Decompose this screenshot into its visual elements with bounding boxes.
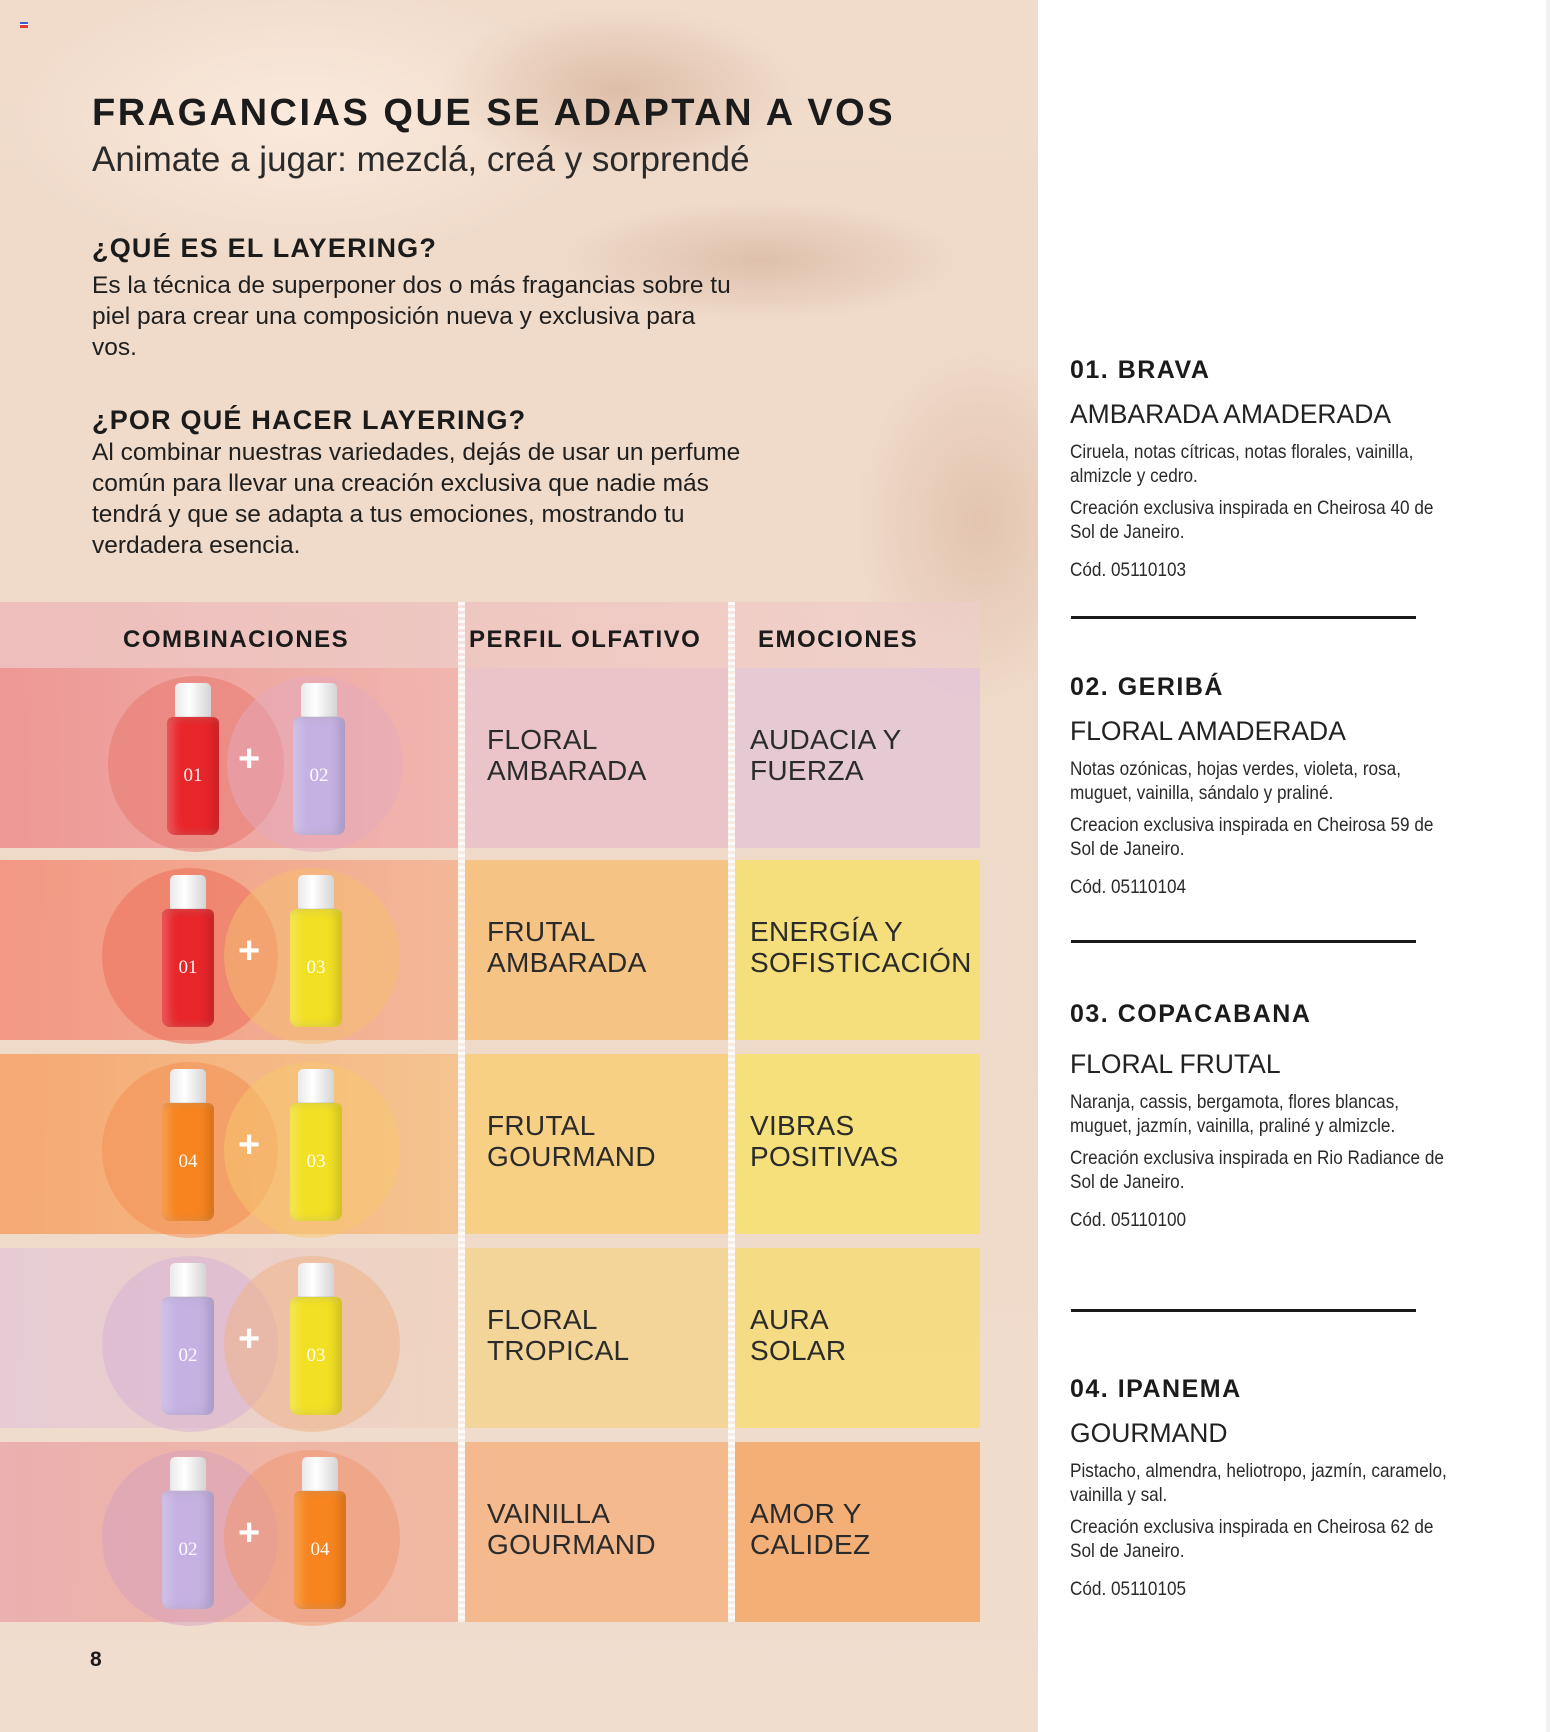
section-heading-what-is: ¿QUÉ ES EL LAYERING? xyxy=(92,233,438,263)
product-inspiration: Creacion exclusiva inspirada en Cheirosa 59 de Sol de Janeiro. xyxy=(1070,814,1434,860)
emociones-cell xyxy=(735,1054,980,1234)
product-notes: Ciruela, notas cítricas, notas florales, vainilla, almizcle y cedro. xyxy=(1070,441,1414,487)
bottle-number: 03 xyxy=(306,957,326,978)
emociones-line: ENERGÍA Y xyxy=(750,916,904,947)
header-combinaciones: COMBINACIONES xyxy=(123,626,350,653)
table-row xyxy=(0,668,980,848)
plus-icon: + xyxy=(238,1318,261,1360)
product-name: 02. GERIBÁ xyxy=(1070,673,1224,701)
perfil-line: GOURMAND xyxy=(487,1529,656,1560)
bottle-number: 04 xyxy=(178,1151,198,1172)
plus-icon: + xyxy=(238,930,261,972)
plus-icon: + xyxy=(238,1512,261,1554)
bottle-image xyxy=(162,1263,214,1418)
perfil-line: VAINILLA xyxy=(487,1498,611,1529)
product-code: Cód. 05110104 xyxy=(1070,876,1187,898)
table-row xyxy=(0,860,980,1040)
bottle-number: 03 xyxy=(306,1345,326,1366)
product-divider xyxy=(1071,616,1416,619)
table-row xyxy=(0,1054,980,1234)
column-separator xyxy=(728,602,735,1622)
perfil-line: GOURMAND xyxy=(487,1141,656,1172)
product-inspiration: Creación exclusiva inspirada en Cheirosa 62 de Sol de Janeiro. xyxy=(1070,1516,1434,1562)
perfil-cell xyxy=(465,1442,728,1622)
product-type: FLORAL AMADERADA xyxy=(1070,716,1346,746)
bottle-image xyxy=(162,875,214,1030)
product-notes: Pistacho, almendra, heliotropo, jazmín, caramelo, vainilla y sal. xyxy=(1070,1460,1447,1506)
bottle-number: 04 xyxy=(310,1539,330,1560)
product-type: FLORAL FRUTAL xyxy=(1070,1049,1281,1079)
perfil-line: TROPICAL xyxy=(487,1335,630,1366)
header-perfil-olfativo: PERFIL OLFATIVO xyxy=(469,626,702,653)
perfil-line: FLORAL xyxy=(487,724,598,755)
table-header xyxy=(0,602,980,668)
product-code: Cód. 05110100 xyxy=(1070,1209,1187,1231)
product-notes: Naranja, cassis, bergamota, flores blancas, muguet, jazmín, vainilla, praliné y almizcle. xyxy=(1070,1091,1400,1137)
product-divider xyxy=(1071,1309,1416,1312)
perfil-line: FLORAL xyxy=(487,1304,598,1335)
emociones-line: SOLAR xyxy=(750,1335,847,1366)
product-name: 04. IPANEMA xyxy=(1070,1375,1242,1403)
bottle-image xyxy=(293,683,345,838)
emociones-cell xyxy=(735,1248,980,1428)
product-brava xyxy=(1070,356,1450,590)
bottle-image xyxy=(290,1263,342,1418)
emociones-line: SOFISTICACIÓN xyxy=(750,947,972,978)
perfil-line: AMBARADA xyxy=(487,947,647,978)
emociones-cell xyxy=(735,860,980,1040)
product-divider xyxy=(1071,940,1416,943)
emociones-cell xyxy=(735,668,980,848)
plus-icon: + xyxy=(238,1124,261,1166)
product-code: Cód. 05110105 xyxy=(1070,1578,1187,1600)
product-inspiration: Creación exclusiva inspirada en Cheirosa 40 de Sol de Janeiro. xyxy=(1070,497,1434,543)
header-emociones: EMOCIONES xyxy=(758,626,919,653)
emociones-line: VIBRAS xyxy=(750,1110,855,1141)
perfil-cell xyxy=(465,1054,728,1234)
table-row xyxy=(0,1248,980,1428)
product-ipanema xyxy=(1070,1375,1450,1609)
page-subtitle: Animate a jugar: mezclá, creá y sorprendé xyxy=(92,140,750,179)
bottle-image xyxy=(294,1457,346,1612)
combination-cell xyxy=(0,860,458,1040)
bottle-number: 01 xyxy=(178,957,198,978)
product-name: 01. BRAVA xyxy=(1070,356,1211,384)
page-title: FRAGANCIAS QUE SE ADAPTAN A VOS xyxy=(92,92,896,134)
bottle-number: 02 xyxy=(309,765,329,786)
emociones-line: CALIDEZ xyxy=(750,1529,871,1560)
corner-mark xyxy=(20,22,28,28)
perfil-cell xyxy=(465,668,728,848)
product-inspiration: Creación exclusiva inspirada en Rio Radiance de Sol de Janeiro. xyxy=(1070,1147,1444,1193)
bottle-image xyxy=(290,1069,342,1224)
perfil-cell xyxy=(465,1248,728,1428)
section-text-why: Al combinar nuestras variedades, dejás de usar un perfume común para llevar una creación exclusiva que nadie más tendrá y que se adapta a tus emociones, mostrando tu verdadera esencia. xyxy=(92,439,741,559)
product-code: Cód. 05110103 xyxy=(1070,559,1187,581)
bottle-image xyxy=(290,875,342,1030)
column-separator xyxy=(458,602,465,1622)
bottle-number: 02 xyxy=(178,1345,198,1366)
emociones-line: POSITIVAS xyxy=(750,1141,899,1172)
page-number: 8 xyxy=(90,1648,102,1671)
product-geriba xyxy=(1070,673,1450,907)
combination-cell xyxy=(0,1054,458,1234)
perfil-line: FRUTAL xyxy=(487,916,596,947)
product-notes: Notas ozónicas, hojas verdes, violeta, rosa, muguet, vainilla, sándalo y praliné. xyxy=(1070,758,1401,804)
emociones-line: FUERZA xyxy=(750,755,864,786)
bottle-number: 02 xyxy=(178,1539,198,1560)
bottle-image xyxy=(162,1457,214,1612)
emociones-line: AMOR Y xyxy=(750,1498,862,1529)
section-heading-why: ¿POR QUÉ HACER LAYERING? xyxy=(92,405,527,435)
section-text-what-is: Es la técnica de superponer dos o más fragancias sobre tu piel para crear una composición nueva y exclusiva para vos. xyxy=(92,272,731,361)
layering-table xyxy=(0,602,980,1622)
bottle-number: 03 xyxy=(306,1151,326,1172)
perfil-cell xyxy=(465,860,728,1040)
emociones-cell xyxy=(735,1442,980,1622)
bottle-number: 01 xyxy=(183,765,203,786)
perfil-line: FRUTAL xyxy=(487,1110,596,1141)
product-name: 03. COPACABANA xyxy=(1070,1000,1312,1028)
product-type: AMBARADA AMADERADA xyxy=(1070,399,1392,429)
combination-cell xyxy=(0,668,458,848)
emociones-line: AURA xyxy=(750,1304,829,1335)
perfil-line: AMBARADA xyxy=(487,755,647,786)
table-row xyxy=(0,1442,980,1622)
combination-cell xyxy=(0,1248,458,1428)
plus-icon: + xyxy=(238,738,261,780)
product-type: GOURMAND xyxy=(1070,1418,1228,1448)
emociones-line: AUDACIA Y xyxy=(750,724,902,755)
bottle-image xyxy=(162,1069,214,1224)
bottle-image xyxy=(167,683,219,838)
combination-cell xyxy=(0,1442,458,1622)
product-copacabana xyxy=(1070,1000,1450,1240)
page-edge xyxy=(1546,0,1550,1732)
